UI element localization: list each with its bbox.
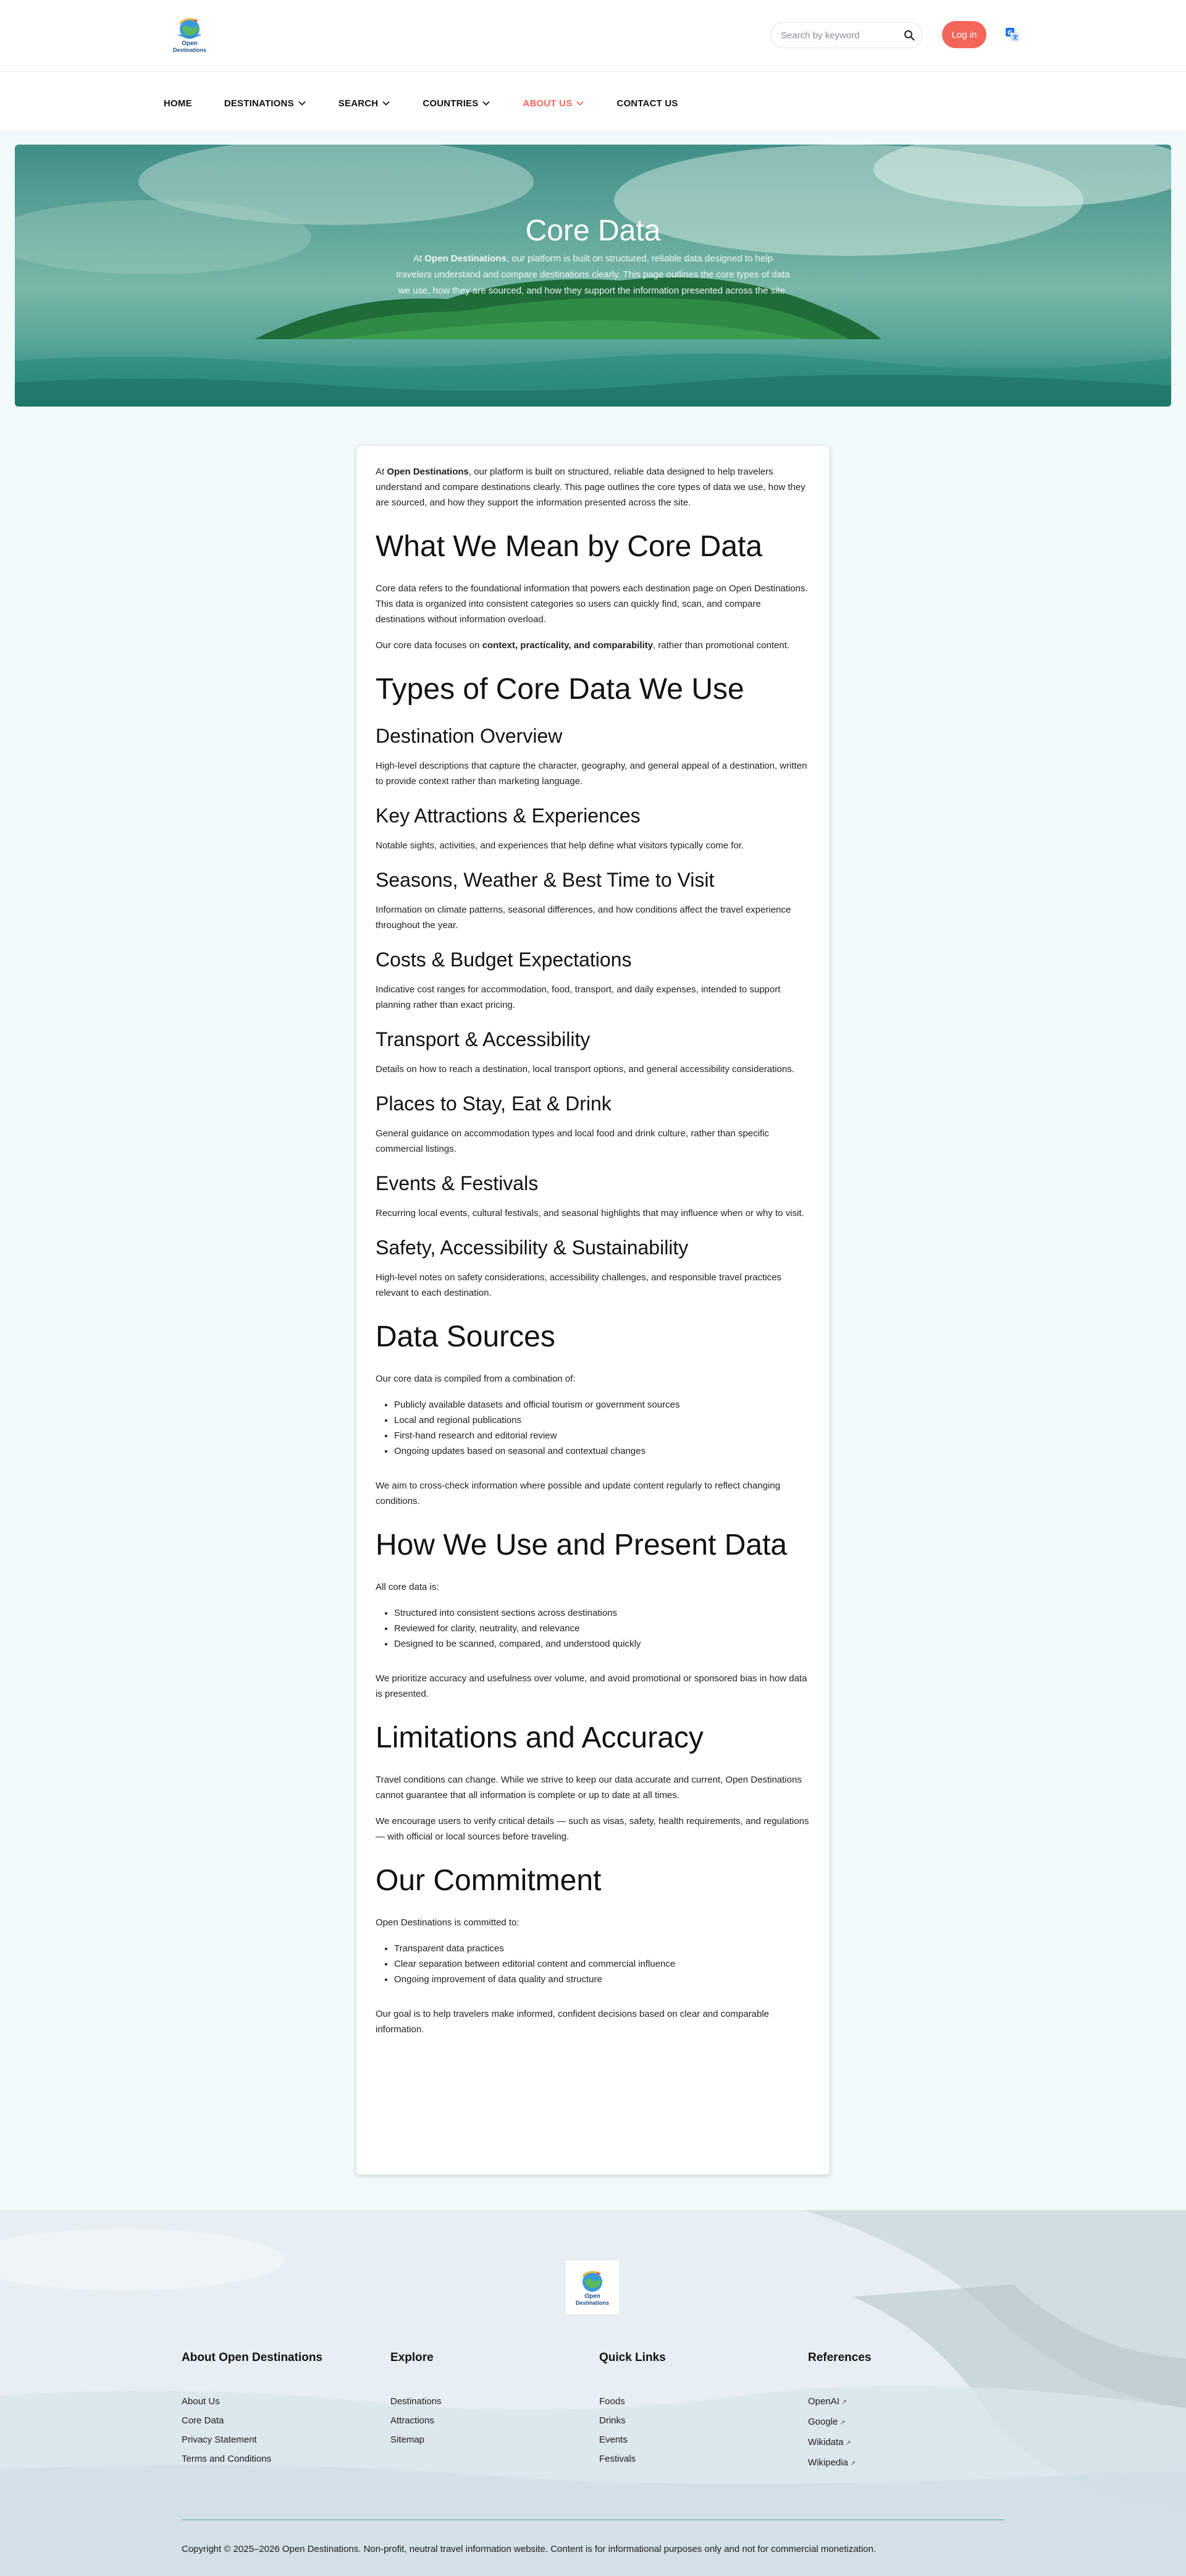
commitment-list xyxy=(394,1941,811,1987)
site-logo[interactable] xyxy=(168,16,211,56)
subheading-safety: Safety, Accessibility & Sustainability xyxy=(376,1236,689,1259)
intro-brand: Open Destinations xyxy=(387,467,469,477)
content-card xyxy=(356,445,830,2175)
limits-paragraph-1: Travel conditions can change. While we strive to keep our data accurate and current, Open Destinations cannot guarantee that all information is complete or up to date at all times. xyxy=(376,1775,802,1801)
sources-list xyxy=(394,1397,811,1459)
heading-our-commitment: Our Commitment xyxy=(376,1864,602,1897)
heading-how-we-use-data: How We Use and Present Data xyxy=(376,1529,788,1561)
footer-link-terms[interactable]: Terms and Conditions xyxy=(182,2454,272,2464)
list-item: • First-hand research and editorial review xyxy=(394,1428,811,1443)
nav-home-label: HOME xyxy=(164,98,192,109)
limits-paragraph-2: We encourage users to verify critical details — such as visas, safety, health requirements, and regulations — with official or local sources before traveling. xyxy=(376,1816,809,1842)
intro-paragraph xyxy=(376,464,811,510)
list-item: • Ongoing updates based on seasonal and contextual changes xyxy=(394,1443,811,1459)
hero-title: Core Data xyxy=(525,214,661,247)
usage-outro: We prioritize accuracy and usefulness over volume, and avoid promotional or sponsored bias in how data is presented. xyxy=(376,1673,807,1699)
list-item: • Local and regional publications xyxy=(394,1413,811,1428)
footer-link-wikipedia[interactable] xyxy=(808,2453,1006,2473)
subheading-seasons-weather: Seasons, Weather & Best Time to Visit xyxy=(376,869,715,891)
nav-search[interactable] xyxy=(339,95,391,109)
footer-copyright: Copyright © 2025–2026 Open Destinations. Non-profit, neutral travel information website. Content is for informational purposes only and not for commercial monetization. xyxy=(182,2544,877,2554)
text-seasons-weather: Information on climate patterns, seasonal differences, and how conditions affect the travel experience throughout the year. xyxy=(376,905,791,931)
footer-logo-text-open: Open xyxy=(584,2293,600,2300)
hero-subtitle-brand: Open Destinations xyxy=(424,253,507,264)
translate-icon[interactable] xyxy=(1005,27,1020,42)
nav-list xyxy=(164,72,710,131)
sources-outro: We aim to cross-check information where possible and update content regularly to reflect changing conditions. xyxy=(376,1480,781,1506)
text-safety: High-level notes on safety considerations, accessibility challenges, and responsible travel practices relevant to each destination. xyxy=(376,1272,782,1298)
footer-link-drinks[interactable]: Drinks xyxy=(599,2415,626,2426)
text-key-attractions: Notable sights, activities, and experiences that help define what visitors typically come for. xyxy=(376,840,744,851)
external-link-icon: ↗ xyxy=(839,2419,846,2426)
top-header xyxy=(0,0,1186,72)
list-item: • Transparent data practices xyxy=(394,1941,811,1956)
subheading-transport: Transport & Accessibility xyxy=(376,1028,591,1050)
footer-logo-text-destinations: Destinations xyxy=(575,2300,609,2306)
footer-link-sitemap[interactable]: Sitemap xyxy=(390,2435,425,2445)
logo-globe-icon xyxy=(579,2269,606,2294)
nav-destinations-label: DESTINATIONS xyxy=(224,98,294,109)
nav-destinations[interactable] xyxy=(224,95,306,109)
nav-home[interactable] xyxy=(164,95,192,109)
search-box xyxy=(770,22,922,48)
list-item: • Ongoing improvement of data quality and structure xyxy=(394,1972,811,1987)
meaning-p2-post: , rather than promotional content. xyxy=(653,640,790,651)
footer-link-wikipedia-label: Wikipedia xyxy=(808,2457,849,2468)
footer-link-destinations[interactable]: Destinations xyxy=(390,2396,442,2407)
nav-contact-us[interactable] xyxy=(616,95,678,109)
footer-link-openai-label: OpenAI xyxy=(808,2396,839,2407)
footer-link-google[interactable] xyxy=(808,2412,1006,2433)
logo-text-destinations: Destinations xyxy=(172,47,206,53)
text-transport: Details on how to reach a destination, local transport options, and general accessibility considerations. xyxy=(376,1064,794,1075)
subheading-destination-overview: Destination Overview xyxy=(376,725,563,747)
footer-link-wikidata[interactable] xyxy=(808,2433,1006,2453)
footer-col-quick-links xyxy=(599,2351,797,2468)
hero-subtitle xyxy=(395,251,791,299)
footer-link-openai[interactable] xyxy=(808,2392,1006,2412)
footer-col-references xyxy=(808,2351,1006,2473)
nav-about-us[interactable] xyxy=(523,95,584,109)
intro-pre: At xyxy=(376,467,387,477)
footer-col-title: Explore xyxy=(390,2351,434,2364)
meaning-p2-pre: Our core data focuses on xyxy=(376,640,482,651)
main-nav xyxy=(0,72,1186,131)
footer-link-foods[interactable]: Foods xyxy=(599,2396,625,2407)
external-link-icon: ↗ xyxy=(845,2439,851,2447)
chevron-down-icon xyxy=(482,99,490,108)
commitment-outro: Our goal is to help travelers make informed, confident decisions based on clear and comparable information. xyxy=(376,2009,770,2035)
subheading-events-festivals: Events & Festivals xyxy=(376,1172,539,1194)
chevron-down-icon xyxy=(382,99,390,108)
footer-link-core-data[interactable]: Core Data xyxy=(182,2415,224,2426)
site-footer xyxy=(0,2210,1186,2576)
nav-contact-us-label: CONTACT US xyxy=(616,98,678,109)
nav-countries[interactable] xyxy=(423,95,490,109)
hero-banner xyxy=(15,145,1171,407)
text-places-to-stay: General guidance on accommodation types and local food and drink culture, rather than specific commercial listings. xyxy=(376,1128,770,1154)
list-item: • Publicly available datasets and official tourism or government sources xyxy=(394,1397,811,1413)
footer-col-title: Quick Links xyxy=(599,2351,666,2364)
footer-col-title: About Open Destinations xyxy=(182,2351,322,2364)
heading-limitations: Limitations and Accuracy xyxy=(376,1721,704,1754)
footer-link-about-us[interactable]: About Us xyxy=(182,2396,220,2407)
meaning-p2-bold: context, practicality, and comparability xyxy=(482,640,654,651)
chevron-down-icon xyxy=(576,99,584,108)
footer-link-attractions[interactable]: Attractions xyxy=(390,2415,434,2426)
search-button[interactable] xyxy=(904,28,915,42)
hero-subtitle-pre: At xyxy=(413,253,425,264)
text-destination-overview: High-level descriptions that capture the character, geography, and general appeal of a destination, written to provide context rather than marketing language. xyxy=(376,761,807,787)
intro-post: , our platform is built on structured, reliable data designed to help travelers understand and compare destinations clearly. This page outlines the core types of data we use, how they are sourced, and how they support the information presented across the site. xyxy=(376,467,805,508)
list-item: • Structured into consistent sections across destinations xyxy=(394,1605,811,1621)
chevron-down-icon xyxy=(298,99,306,108)
footer-link-privacy[interactable]: Privacy Statement xyxy=(182,2435,257,2445)
text-costs-budget: Indicative cost ranges for accommodation, food, transport, and daily expenses, intended to support planning rather than exact pricing. xyxy=(376,984,781,1010)
search-input[interactable] xyxy=(781,30,904,41)
footer-col-title: References xyxy=(808,2351,872,2364)
nav-search-label: SEARCH xyxy=(338,98,379,109)
login-button[interactable]: Log in xyxy=(942,21,986,48)
meaning-paragraph-2 xyxy=(376,638,811,653)
nav-countries-label: COUNTRIES xyxy=(423,98,479,109)
external-link-icon: ↗ xyxy=(850,2460,856,2467)
subheading-places-to-stay: Places to Stay, Eat & Drink xyxy=(376,1092,612,1115)
footer-link-wikidata-label: Wikidata xyxy=(808,2437,844,2447)
logo-globe-icon xyxy=(176,16,203,41)
list-item: • Reviewed for clarity, neutrality, and relevance xyxy=(394,1621,811,1636)
svg-text:G: G xyxy=(1007,30,1013,36)
footer-divider xyxy=(182,2519,1004,2520)
logo-text-open: Open xyxy=(182,40,198,47)
heading-types-of-core-data: Types of Core Data We Use xyxy=(376,673,744,706)
footer-col-explore xyxy=(390,2351,588,2449)
subheading-key-attractions: Key Attractions & Experiences xyxy=(376,804,641,827)
meaning-paragraph-1: Core data refers to the foundational information that powers each destination page on Open Destinations. This data is organized into consistent categories so users can quickly find, scan, and compare destinations without information overload. xyxy=(376,583,808,625)
nav-about-us-label: ABOUT US xyxy=(523,98,573,109)
sources-intro: Our core data is compiled from a combination of: xyxy=(376,1374,576,1384)
search-icon xyxy=(904,30,915,41)
external-link-icon: ↗ xyxy=(841,2399,847,2406)
footer-link-festivals[interactable]: Festivals xyxy=(599,2454,636,2464)
usage-intro: All core data is: xyxy=(376,1582,439,1592)
footer-col-about xyxy=(182,2351,379,2468)
footer-link-google-label: Google xyxy=(808,2417,838,2427)
usage-list xyxy=(394,1605,811,1652)
hero-subtitle-post: , our platform is built on structured, reliable data designed to help travelers understand and compare destinations clearly. This page outlines the core types of data we use, how they are sourced, and how they support the information presented across the site. xyxy=(396,253,790,296)
subheading-costs-budget: Costs & Budget Expectations xyxy=(376,948,632,971)
commitment-intro: Open Destinations is committed to: xyxy=(376,1917,519,1928)
list-item: • Designed to be scanned, compared, and understood quickly xyxy=(394,1636,811,1652)
text-events-festivals: Recurring local events, cultural festivals, and seasonal highlights that may influence when or why to visit. xyxy=(376,1208,804,1218)
footer-link-events[interactable]: Events xyxy=(599,2435,628,2445)
heading-core-data-meaning: What We Mean by Core Data xyxy=(376,530,763,563)
heading-data-sources: Data Sources xyxy=(376,1320,555,1353)
list-item: • Clear separation between editorial content and commercial influence xyxy=(394,1956,811,1972)
footer-logo[interactable] xyxy=(565,2260,620,2315)
